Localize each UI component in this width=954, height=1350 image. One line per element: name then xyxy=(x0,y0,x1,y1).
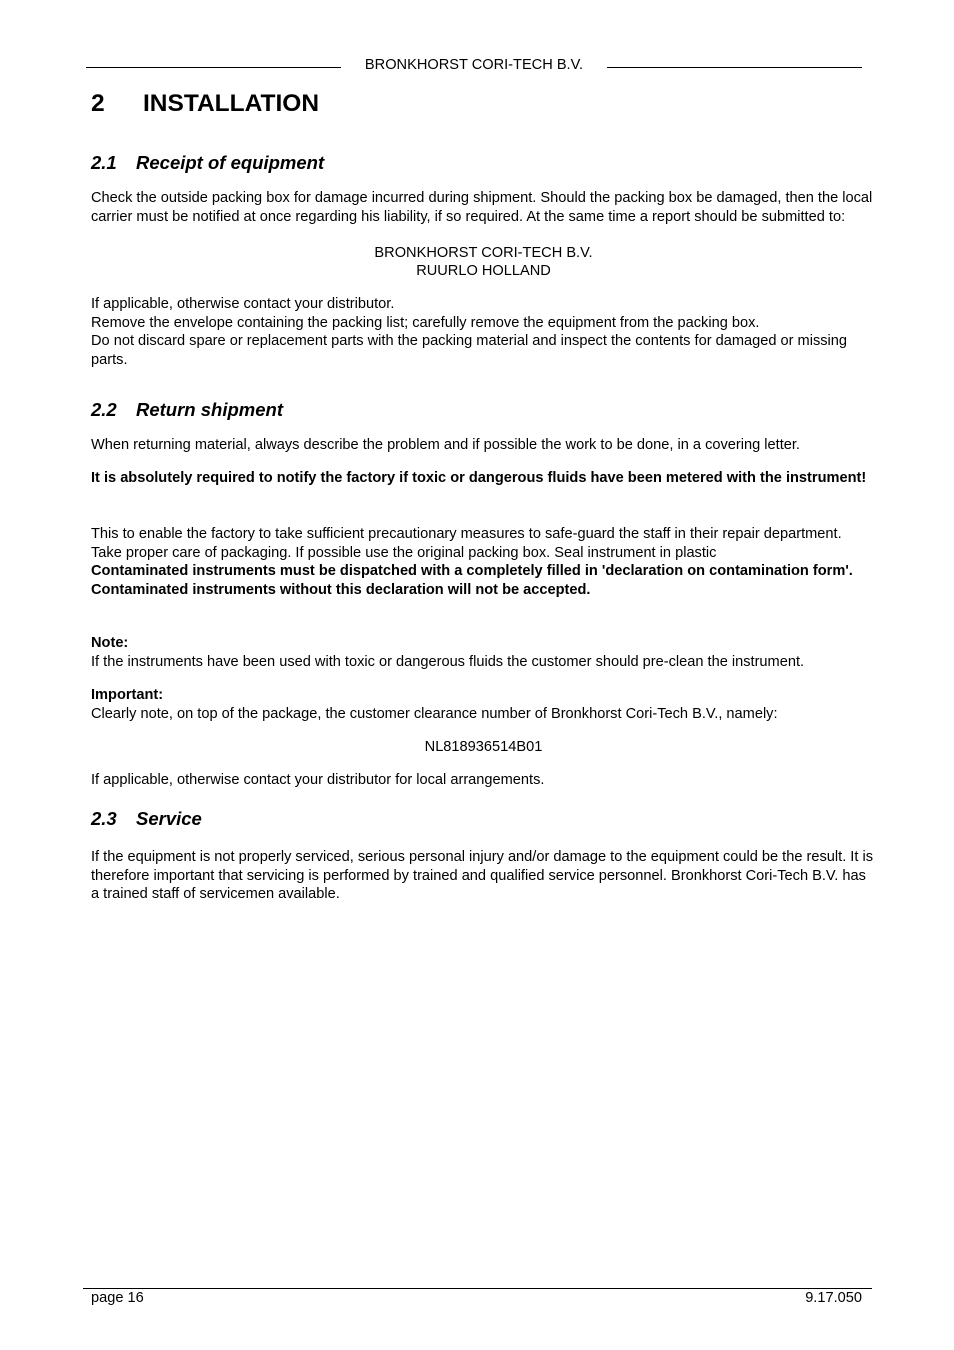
section-number: 2.1 xyxy=(91,152,117,173)
page-number: page 16 xyxy=(91,1290,144,1306)
section-2-2-heading xyxy=(91,399,283,421)
section-number: 2.2 xyxy=(91,399,117,420)
receipt-instructions xyxy=(91,295,876,369)
instruction-line: If applicable, otherwise contact your distributor. xyxy=(91,296,395,312)
header-rule-right xyxy=(607,67,862,68)
section-number: 2.3 xyxy=(91,808,117,829)
address-company: BRONKHORST CORI-TECH B.V. xyxy=(374,245,593,261)
instruction-line: Remove the envelope containing the packing list; carefully remove the equipment from the packing box. xyxy=(91,314,760,331)
page-header xyxy=(0,57,954,77)
local-arrangements-text: If applicable, otherwise contact your distributor for local arrangements. xyxy=(91,772,545,788)
receipt-paragraph: Check the outside packing box for damage incurred during shipment. Should the packing box be damaged, then the local carrier must be notified at once regarding his liability, if so required. At the same time a report should be submitted to: xyxy=(91,190,873,225)
header-company: BRONKHORST CORI-TECH B.V. xyxy=(364,57,584,73)
address-location: RUURLO HOLLAND xyxy=(416,263,551,279)
section-title: Service xyxy=(136,808,202,829)
note-label: Note: xyxy=(91,635,129,651)
section-title: Return shipment xyxy=(136,399,283,420)
instruction-line: Do not discard spare or replacement parts with the packing material and inspect the contents for damaged or missing parts. xyxy=(91,333,848,368)
section-2-3-heading xyxy=(91,808,202,830)
contaminated-reject-text: Contaminated instruments without this declaration will not be accepted. xyxy=(91,581,591,598)
section-title: Receipt of equipment xyxy=(136,152,325,173)
contaminated-dispatch-text: Contaminated instruments must be dispatched with a completely filled in 'declaration on contamination form'. xyxy=(91,563,853,580)
chapter-heading xyxy=(91,90,319,118)
important-label: Important: xyxy=(91,687,164,703)
chapter-title: INSTALLATION xyxy=(143,90,320,117)
important-block xyxy=(91,686,876,723)
chapter-number: 2 xyxy=(91,90,105,117)
important-text: Clearly note, on top of the package, the customer clearance number of Bronkhorst Cori-Tech B.V., namely: xyxy=(91,705,778,722)
note-block xyxy=(91,634,876,671)
header-rule-left xyxy=(86,67,341,68)
warning-text: It is absolutely required to notify the factory if toxic or dangerous fluids have been metered with the instrument! xyxy=(91,470,867,486)
precaution-block xyxy=(91,525,876,599)
precaution-paragraph: This to enable the factory to take sufficient precautionary measures to safe-guard the staff in their repair department. Take proper care of packaging. If possible use the original packing box. Seal instrument in plastic xyxy=(91,526,842,561)
note-text: If the instruments have been used with toxic or dangerous fluids the customer should pre-clean the instrument. xyxy=(91,653,805,670)
clearance-number: NL818936514B01 xyxy=(424,739,543,755)
return-paragraph: When returning material, always describe the problem and if possible the work to be done, in a covering letter. xyxy=(91,437,800,453)
footer-rule xyxy=(83,1288,872,1289)
section-2-1-heading xyxy=(91,152,324,174)
service-paragraph: If the equipment is not properly serviced, serious personal injury and/or damage to the equipment could be the result. It is therefore important that servicing is performed by trained and qualified service personnel. Bronkhorst Cori-Tech B.V. has a trained staff of servicemen available. xyxy=(91,849,874,903)
document-number: 9.17.050 xyxy=(805,1290,862,1306)
